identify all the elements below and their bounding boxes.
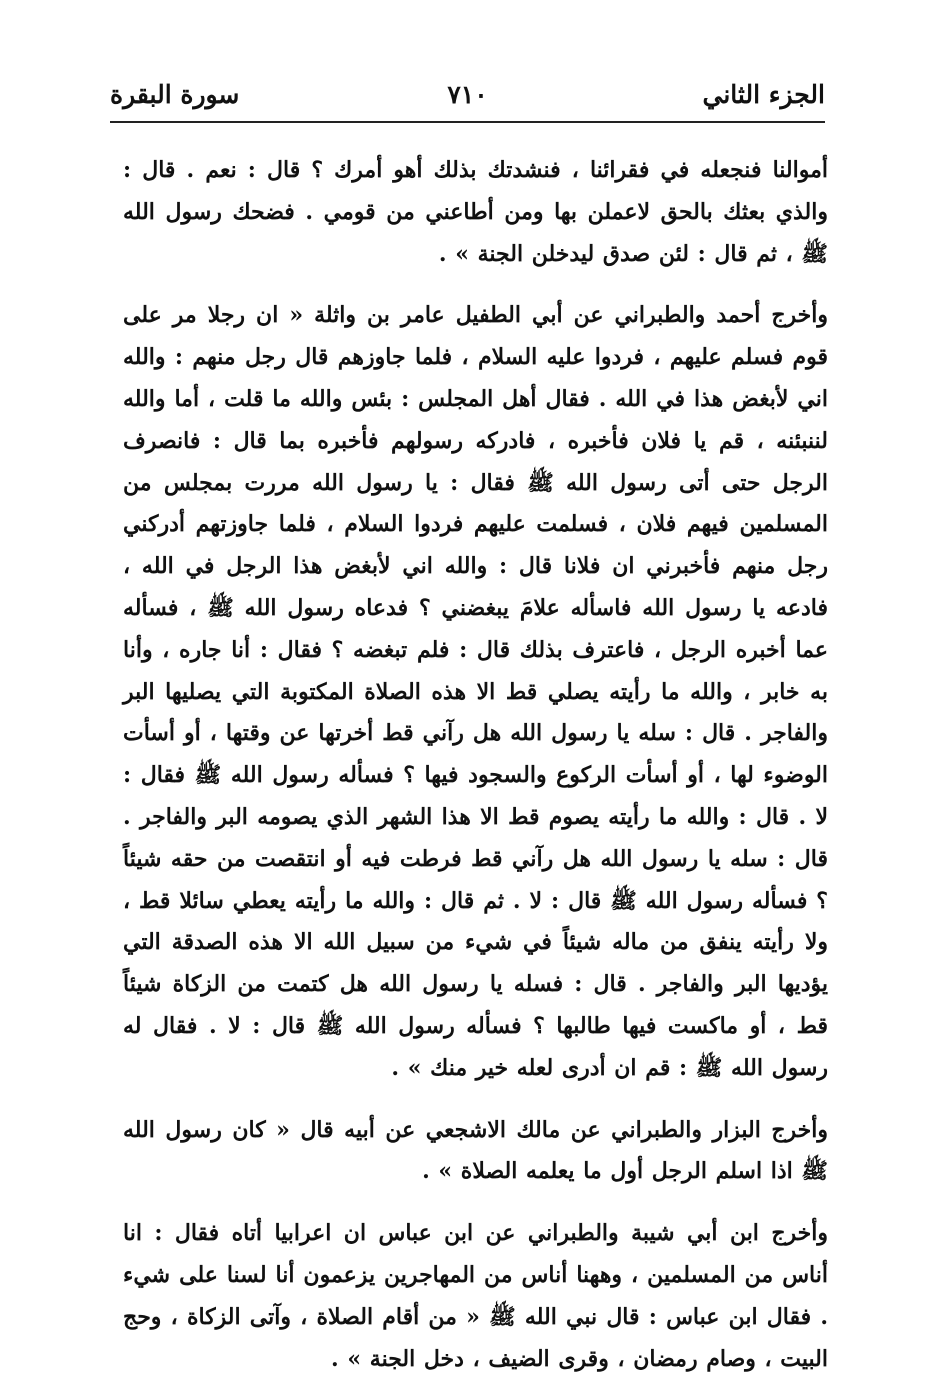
page-header (110, 70, 825, 120)
page-number: ٧١٠ (447, 80, 488, 109)
paragraph-gap (123, 1193, 828, 1213)
paragraph-gap (123, 1090, 828, 1110)
surah-label: سورة البقرة (110, 80, 240, 109)
paragraph-al-bazzar: وأخرج البزار والطبراني عن مالك الاشجعي عن أبيه قال « كان رسول الله ﷺ اذا اسلم الرجل أول ما يعلمه الصلاة » . (123, 1116, 828, 1185)
paragraph-abu-tufayl: وأخرج أحمد والطبراني عن أبي الطفيل عامر بن واثلة « ان رجلا مر على قوم فسلم عليهم ، فردوا عليه السلام ، فلما جاوزهم قال رجل منهم : والله اني لأبغض هذا في الله . فقال أهل المجلس : بئس والله ما قلت ، أما والله لننبئنه ، قم يا فلان فأخبره ، فادركه رسولهم فأخبره بما قال : فانصرف الرجل حتى أتى رسول الله ﷺ فقال : يا رسول الله مررت بمجلس من المسلمين فيهم فلان ، فسلمت عليهم فردوا السلام ، فلما جاوزتهم أدركني رجل منهم فأخبرني ان فلانا قال : والله اني لأبغض هذا الرجل في الله ، فادعه يا رسول الله فاسأله علامَ يبغضني ؟ فدعاه رسول الله ﷺ ، فسأله عما أخبره الرجل ، فاعترف بذلك قال : فلم تبغضه ؟ فقال : أنا جاره ، وأنا به خابر ، والله ما رأيته يصلي قط الا هذه الصلاة المكتوبة التي يصليها البر والفاجر . قال : سله يا رسول الله هل رآني قط أخرتها عن وقتها ، أو أسأت الوضوء لها ، أو أسأت الركوع والسجود فيها ؟ فسأله رسول الله ﷺ فقال : لا . قال : والله ما رأيته يصوم قط الا هذا الشهر الذي يصومه البر والفاجر . قال : سله يا رسول الله هل رآني قط فرطت فيه أو انتقصت من حقه شيئاً ؟ فسأله رسول الله ﷺ قال : لا . ثم قال : والله ما رأيته يعطي سائلا قط ، ولا رأيته ينفق من ماله شيئاً في شيء من سبيل الله الا هذه الصدقة التي يؤديها البر والفاجر . قال : فسله يا رسول الله هل كتمت من الزكاة شيئاً قط ، أو ماكست فيها طالبها ؟ فسأله رسول الله ﷺ قال : لا . فقال له رسول الله ﷺ : قم ان أدرى لعله خير منك » . (123, 302, 828, 1081)
paragraph-continuation: أموالنا فنجعله في فقرائنا ، فنشدتك بذلك أهو أمرك ؟ قال : نعم . قال : والذي بعثك بالحق لاعملن بها ومن أطاعني من قومي . فضحك رسول الله ﷺ ، ثم قال : لئن صدق ليدخلن الجنة » . (123, 157, 828, 267)
part-label: الجزء الثاني (702, 80, 825, 109)
paragraph-gap (123, 275, 828, 295)
page-body (123, 150, 828, 1380)
header-rule (110, 121, 825, 123)
paragraph-ibn-abi-shayba: وأخرج ابن أبي شيبة والطبراني عن ابن عباس ان اعرابيا أتاه فقال : انا أناس من المسلمين ، وههنا أناس من المهاجرين يزعمون أنا لسنا على شيء . فقال ابن عباس : قال نبي الله ﷺ « من أقام الصلاة ، وآتى الزكاة ، وحج البيت ، وصام رمضان ، وقرى الضيف ، دخل الجنة » . (123, 1220, 828, 1372)
